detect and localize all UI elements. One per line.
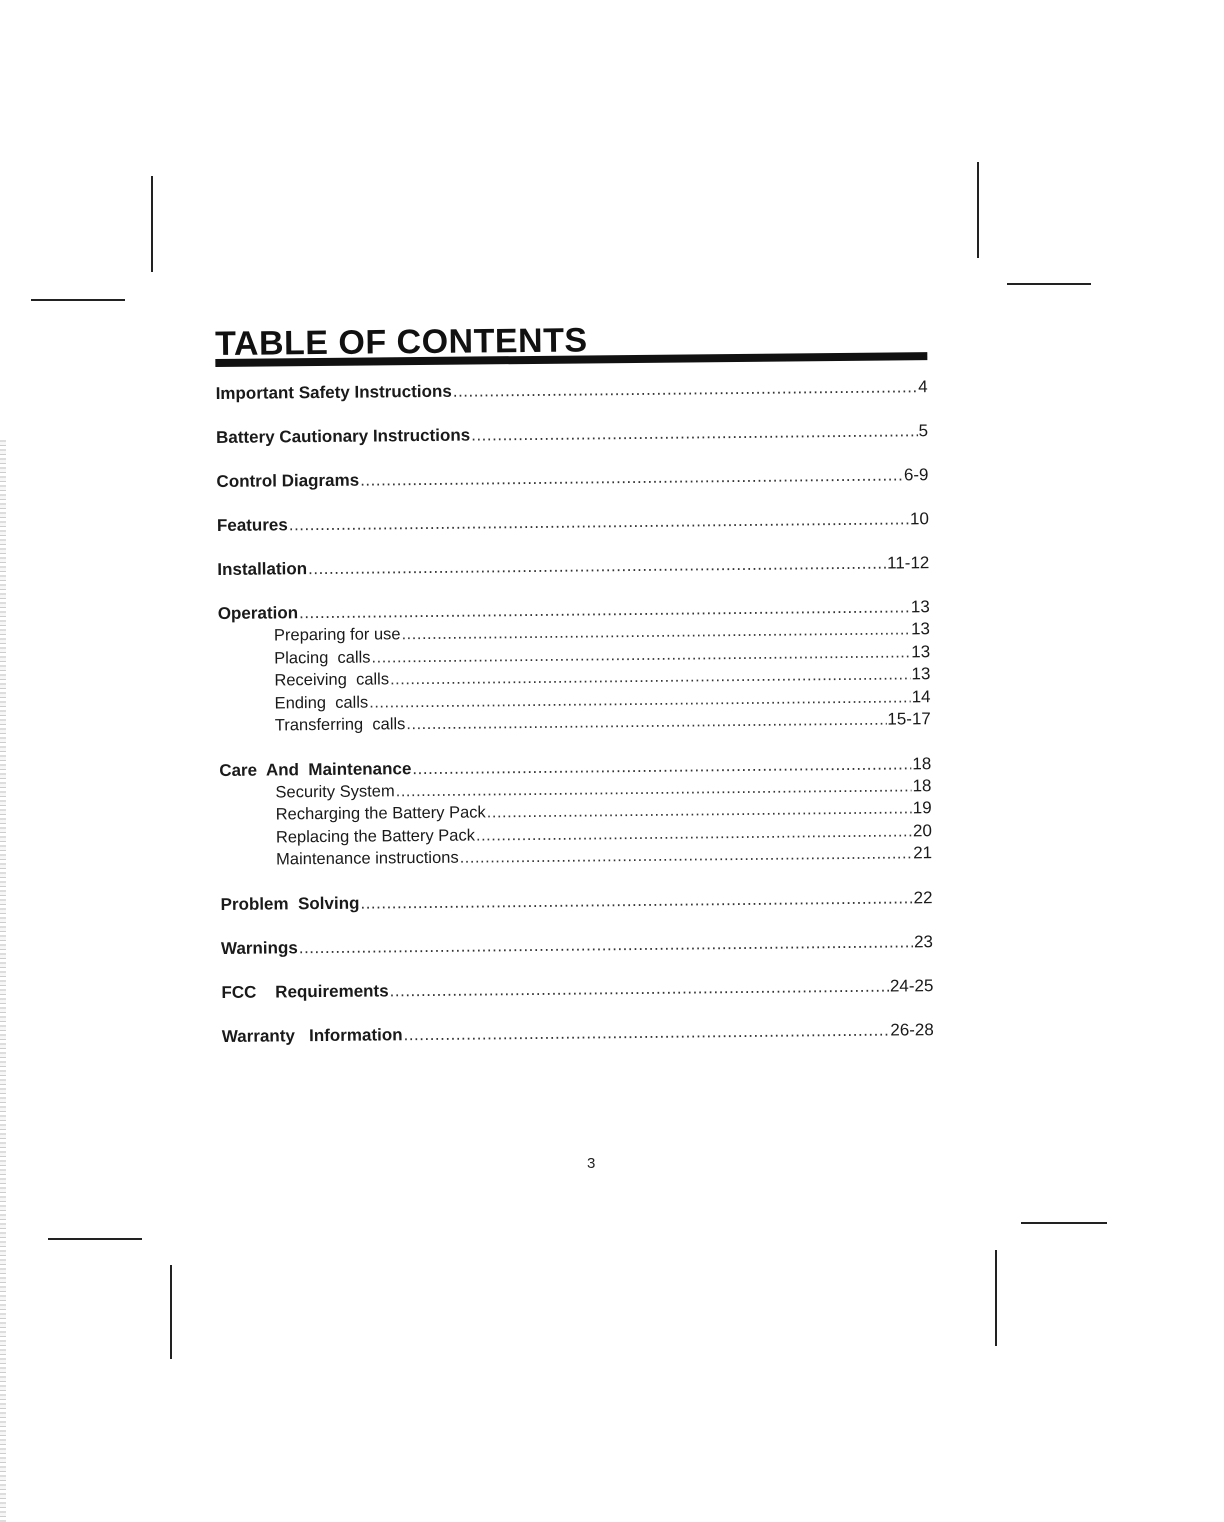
page-number: 3 xyxy=(587,1155,596,1172)
toc-entry xyxy=(220,887,932,916)
entry-page: 5 xyxy=(918,421,929,441)
dot-leader xyxy=(403,1019,889,1046)
crop-mark-bottom-right-horizontal xyxy=(1021,1222,1107,1224)
entry-page: 10 xyxy=(909,509,929,529)
entry-label: FCC Requirements xyxy=(221,980,389,1002)
crop-mark-top-right-vertical xyxy=(977,162,979,258)
entry-label: Warnings xyxy=(220,937,298,958)
dot-leader xyxy=(406,709,886,736)
entry-label: Transferring calls xyxy=(274,715,406,735)
entry-page: 13 xyxy=(911,664,931,684)
entry-label: Maintenance instructions xyxy=(276,848,459,869)
crop-mark-top-left-vertical xyxy=(151,176,153,272)
entry-label: Security System xyxy=(275,781,395,801)
entry-label: Care And Maintenance xyxy=(219,758,412,780)
entry-page: 13 xyxy=(911,641,931,661)
entry-page: 20 xyxy=(912,820,932,840)
scan-edge-noise xyxy=(0,440,6,1522)
toc-section xyxy=(216,420,928,449)
toc-section xyxy=(221,975,933,1004)
entry-page: 21 xyxy=(913,843,933,863)
toc-section xyxy=(218,596,931,737)
crop-mark-bottom-right-vertical xyxy=(995,1250,997,1346)
entry-label: Operation xyxy=(217,603,299,623)
crop-mark-bottom-left-vertical xyxy=(170,1265,172,1359)
entry-page: 11-12 xyxy=(887,553,930,573)
entry-page: 18 xyxy=(912,775,932,795)
entry-label: Features xyxy=(216,515,288,535)
toc-title: TABLE OF CONTENTS xyxy=(215,321,588,363)
entry-page: 22 xyxy=(913,887,933,907)
entry-page: 4 xyxy=(918,377,928,397)
entry-label: Control Diagrams xyxy=(216,470,360,491)
entry-label: Battery Cautionary Instructions xyxy=(215,425,471,447)
entry-page: 13 xyxy=(910,619,931,639)
entry-page: 24-25 xyxy=(889,975,934,996)
entry-page: 15-17 xyxy=(887,709,931,729)
toc-section xyxy=(217,552,929,581)
entry-label: Ending calls xyxy=(274,693,369,712)
toc-entry xyxy=(216,420,928,449)
toc-section xyxy=(216,464,928,493)
entry-label: Preparing for use xyxy=(273,625,401,645)
entry-page: 23 xyxy=(913,931,934,951)
dot-leader xyxy=(460,842,913,869)
crop-mark-bottom-left-horizontal xyxy=(48,1238,142,1240)
dot-leader xyxy=(360,887,912,914)
dot-leader xyxy=(471,420,918,446)
toc-entry xyxy=(216,376,928,405)
entry-label: Receiving calls xyxy=(274,670,390,690)
dot-leader xyxy=(308,553,886,581)
entry-label: Problem Solving xyxy=(220,893,360,914)
dot-leader xyxy=(389,975,889,1002)
toc-section xyxy=(220,887,932,916)
entry-page: 13 xyxy=(910,597,930,617)
table-of-contents xyxy=(215,318,934,1069)
dot-leader xyxy=(360,464,903,491)
entry-label: Recharging the Battery Pack xyxy=(275,803,486,824)
entry-page: 14 xyxy=(911,686,931,706)
toc-entry xyxy=(222,1019,934,1048)
crop-mark-top-left-horizontal xyxy=(31,299,125,301)
dot-leader xyxy=(299,931,913,959)
toc-section xyxy=(217,508,929,537)
entry-page: 6-9 xyxy=(903,465,929,485)
entry-page: 26-28 xyxy=(890,1019,934,1040)
dot-leader xyxy=(453,376,918,402)
dot-leader xyxy=(289,508,909,536)
crop-mark-top-right-horizontal xyxy=(1007,283,1091,285)
toc-section xyxy=(219,753,932,872)
toc-entry xyxy=(221,975,933,1004)
entry-label: Replacing the Battery Pack xyxy=(275,826,476,846)
toc-section xyxy=(222,1019,934,1048)
toc-section xyxy=(216,376,928,405)
toc-entry xyxy=(217,552,929,581)
toc-entry xyxy=(216,464,928,493)
entry-page: 19 xyxy=(912,798,932,818)
toc-section xyxy=(221,931,933,960)
entry-label: Warranty Information xyxy=(221,1024,403,1046)
entry-label: Installation xyxy=(217,559,308,579)
toc-entry xyxy=(217,508,929,537)
entry-label: Important Safety Instructions xyxy=(215,381,452,403)
toc-entries xyxy=(216,376,934,1047)
entry-label: Placing calls xyxy=(274,648,371,667)
entry-page: 18 xyxy=(912,753,932,773)
toc-entry xyxy=(221,931,933,960)
